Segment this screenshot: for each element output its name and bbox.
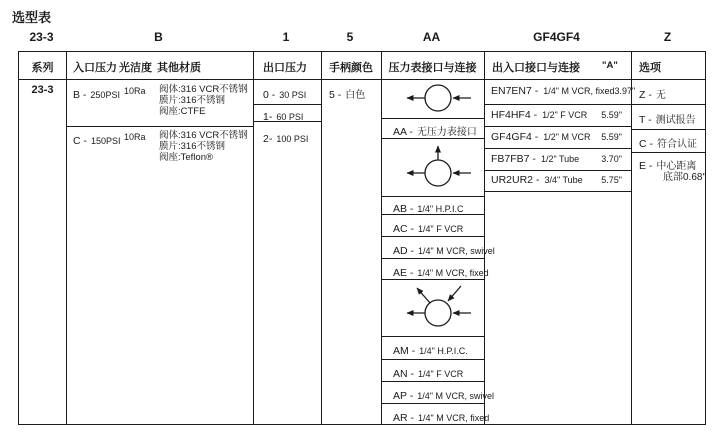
- io-code: EN7EN7 -: [491, 85, 539, 97]
- outlet-label: 100 PSI: [276, 134, 309, 144]
- gauge-row: [393, 241, 495, 259]
- gauge-code: AC -: [393, 223, 414, 235]
- io-label: 1/2" Tube: [540, 154, 580, 164]
- code-inlet: B: [154, 30, 163, 44]
- header-gauge-port: 压力表接口与连接: [388, 62, 477, 74]
- divider: [381, 336, 484, 337]
- divider: [484, 126, 631, 127]
- code-outlet: 1: [282, 30, 290, 44]
- io-dim-a: 3.70": [601, 154, 622, 164]
- divider: [66, 52, 67, 424]
- divider: [381, 359, 484, 360]
- header-outlet-pressure: 出口压力: [263, 62, 307, 74]
- io-row: [491, 174, 622, 186]
- divider: [484, 191, 631, 192]
- divider: [631, 129, 705, 130]
- divider: [484, 170, 631, 171]
- divider: [631, 52, 632, 424]
- materials-list: [159, 130, 248, 163]
- header-io-port: 出入口接口与连接: [492, 62, 580, 74]
- gauge-row: [393, 386, 494, 404]
- option-row: [639, 85, 666, 103]
- io-row: [491, 131, 622, 143]
- option-code: T -: [639, 114, 652, 126]
- handle-code: 5 -: [329, 89, 342, 101]
- header-inlet-pressure: 入口压力: [73, 62, 117, 74]
- inlet-pressure-value: 250PSI: [90, 90, 120, 100]
- material-line: 膜片:316不锈钢: [159, 95, 225, 106]
- divider: [19, 79, 705, 80]
- gauge-code: AA -: [393, 126, 413, 138]
- inlet-pressure-value: 150PSI: [91, 136, 121, 146]
- material-line: 阀座:CTFE: [159, 106, 206, 117]
- gauge-row: [393, 199, 463, 217]
- gauge-row: [393, 219, 463, 237]
- outlet-code: 0 -: [263, 89, 276, 101]
- code-handle: 5: [346, 30, 354, 44]
- gauge-row: [393, 364, 463, 382]
- divider: [484, 104, 631, 105]
- header-options: 选项: [639, 62, 661, 74]
- gauge-code: AP -: [393, 390, 414, 402]
- gauge-code: AE -: [393, 267, 414, 279]
- gauge-label: 1/4" H.P.I.C: [417, 204, 464, 214]
- option-label: 无: [655, 90, 666, 101]
- outlet-row: [263, 107, 303, 125]
- gauge-code: AB -: [393, 203, 414, 215]
- gauge-row: [393, 408, 489, 426]
- header-handle-color: 手柄颜色: [329, 62, 373, 74]
- selection-table: [18, 51, 706, 425]
- divider: [381, 196, 484, 197]
- handle-label: 白色: [345, 90, 366, 101]
- io-row: [491, 153, 622, 165]
- divider: [66, 126, 253, 127]
- divider: [631, 104, 705, 105]
- gauge-code: AN -: [393, 368, 414, 380]
- series-value: 23-3: [31, 84, 54, 96]
- divider: [484, 148, 631, 149]
- outlet-label: 60 PSI: [276, 112, 304, 122]
- header-surface-finish: 光洁度: [119, 62, 152, 74]
- material-line: 阀座:Teflon®: [159, 152, 213, 163]
- option-code: E -: [639, 160, 653, 172]
- handle-color-row: [329, 85, 365, 103]
- gauge-label: 1/4" F VCR: [418, 369, 464, 379]
- outlet-code: 2-: [263, 133, 273, 145]
- io-label: 1/2" F VCR: [542, 110, 588, 120]
- option-row: [639, 134, 697, 152]
- io-dim-a: 5.59": [601, 110, 622, 120]
- io-label: 1/2" M VCR: [543, 132, 591, 142]
- divider: [381, 118, 484, 119]
- page-title: 选型表: [12, 10, 52, 25]
- gauge-label: 1/4" M VCR, swivel: [417, 391, 494, 401]
- materials-list: [159, 84, 248, 117]
- io-row: [491, 85, 636, 97]
- valve-flow-angled-port-icon: [381, 280, 484, 335]
- gauge-label: 1/4" M VCR, fixed: [418, 413, 490, 423]
- valve-flow-top-port-icon: [381, 140, 484, 195]
- divider: [484, 52, 485, 424]
- io-code: FB7FB7 -: [491, 153, 536, 165]
- gauge-code: AR -: [393, 412, 414, 424]
- finish-value: 10Ra: [124, 86, 146, 96]
- outlet-row: [263, 129, 308, 147]
- io-row: [491, 109, 622, 121]
- code-io: GF4GF4: [533, 30, 580, 44]
- gauge-label: 1/4" M VCR, swivel: [418, 246, 495, 256]
- io-label: 3/4" Tube: [544, 175, 583, 185]
- finish-value: 10Ra: [124, 132, 146, 142]
- material-line: 膜片:316不锈钢: [159, 141, 225, 152]
- inlet-code: B -: [73, 89, 87, 101]
- material-line: 阀体:316 VCR不锈钢: [159, 84, 248, 95]
- material-line: 阀体:316 VCR不锈钢: [159, 130, 248, 141]
- inlet-code: C -: [73, 135, 87, 147]
- divider: [253, 104, 321, 105]
- header-dim-a: "A": [602, 60, 618, 71]
- gauge-row-aa: [393, 122, 477, 140]
- header-series: 系列: [31, 62, 54, 74]
- code-gauge: AA: [422, 30, 441, 44]
- outlet-label: 30 PSI: [279, 90, 307, 100]
- outlet-code: 1-: [263, 111, 273, 123]
- option-label: 中心距离: [656, 161, 697, 172]
- io-label: 1/4" M VCR, fixed: [543, 86, 615, 96]
- io-code: GF4GF4 -: [491, 131, 539, 143]
- gauge-label: 1/4" H.P.I.C.: [419, 346, 468, 356]
- header-other-materials: 其他材质: [157, 62, 201, 74]
- outlet-row: [263, 85, 306, 103]
- io-dim-a: 5.75": [601, 175, 622, 185]
- gauge-code: AM -: [393, 345, 416, 357]
- gauge-label: 无压力表接口: [416, 127, 477, 138]
- valve-flow-inline-icon: [381, 80, 484, 116]
- option-label: 符合认证: [657, 139, 697, 150]
- io-code: UR2UR2 -: [491, 174, 540, 186]
- option-code: Z -: [639, 89, 652, 101]
- gauge-row: [393, 263, 489, 281]
- divider: [253, 52, 254, 424]
- option-label-line2: 底部0.68": [663, 172, 707, 183]
- option-label: 测试报告: [655, 115, 696, 126]
- option-row: [639, 110, 696, 128]
- divider: [321, 52, 322, 424]
- divider: [631, 152, 705, 153]
- gauge-row: [393, 341, 468, 359]
- option-code: C -: [639, 138, 653, 150]
- io-dim-a: 3.97": [614, 86, 636, 96]
- gauge-label: 1/4" M VCR, fixed: [417, 268, 489, 278]
- gauge-code: AD -: [393, 245, 414, 257]
- code-series: 23-3: [29, 30, 54, 44]
- io-dim-a: 5.59": [601, 132, 622, 142]
- io-code: HF4HF4 -: [491, 109, 538, 121]
- gauge-label: 1/4" F VCR: [418, 224, 464, 234]
- code-options: Z: [663, 30, 672, 44]
